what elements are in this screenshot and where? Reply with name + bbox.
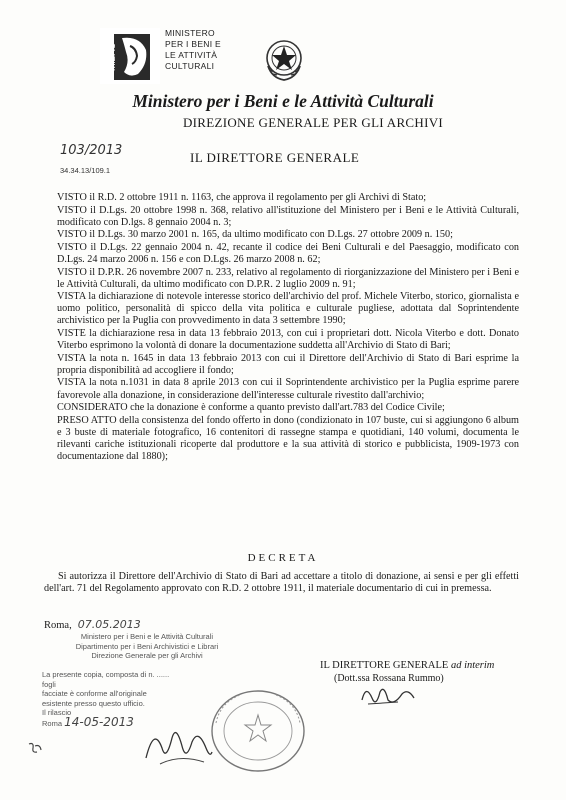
recital [57, 415, 519, 463]
copy-line: esistente presso questo ufficio. [42, 698, 145, 708]
official-seal-icon [200, 683, 312, 775]
recital-text: il D.Lgs. 22 gennaio 2004 n. 42, recante il codice dei Beni Culturali e del Paesaggio, modificato con D.Lgs. 24 marzo 2006 n. 156 e con D.Lgs. 26 marzo 2008 n. 62; [57, 241, 520, 265]
copy-signature-icon [140, 718, 215, 770]
recital-lead: VISTO [57, 204, 87, 216]
signer-title [320, 660, 494, 671]
recital [57, 402, 519, 414]
place: Roma, [44, 620, 72, 631]
logo-badge-text: MiBAC [107, 42, 117, 71]
recital-lead: VISTO [57, 192, 87, 203]
recital-lead: VISTA [57, 377, 86, 389]
stamp-line: Dipartimento per i Beni Archivistici e Librari [75, 641, 219, 651]
recital [57, 229, 519, 241]
logo-line: CULTURALI [165, 61, 215, 71]
recital-text: il D.Lgs. 20 ottobre 1998 n. 368, relativo all'istituzione del Ministero per i Beni e le Attività Culturali, modificato con D.lgs. 8 gennaio 2004 n. 3; [57, 204, 520, 228]
recital-text: il R.D. 2 ottobre 1911 n. 1163, che approva il regolamento per gli Archivi di Stato; [89, 192, 427, 203]
copy-date-handwritten: 14-05-2013 [64, 714, 134, 729]
logo-line: PER I BENI E [165, 39, 222, 49]
recital [57, 328, 519, 352]
file-reference: 34.34.13/109.1 [60, 166, 111, 175]
recital-text: la dichiarazione resa in data 13 febbraio 2013, con cui i proprietari dott. Nicola Viterbo e dott. Donato Viterbo esprimono la volontà di donare la documentazione suddetta all'Archivio di Stato di Bari; [57, 328, 520, 352]
date-handwritten: 07.05.2013 [77, 618, 141, 631]
recital-lead: VISTE [57, 328, 86, 340]
director-title: IL DIRETTORE GENERALE [190, 150, 360, 165]
republic-emblem-icon [262, 36, 306, 84]
recital [57, 242, 519, 266]
signer-interim: ad interim [450, 660, 495, 671]
recital [57, 192, 519, 204]
handwritten-mark-icon [26, 740, 44, 756]
recital [57, 377, 519, 401]
copy-line: La presente copia, composta di n. ...... fogli [42, 670, 170, 689]
recital-lead: VISTO [57, 266, 87, 278]
recital-text: il D.P.R. 26 novembre 2007 n. 233, relativo al regolamento di riorganizzazione del Ministero per i Beni e le Attività Culturali, da ultimo modificato con D.P.R. 2 luglio 2009 n. 91; [57, 266, 520, 290]
recital-text: della consistenza del fondo offerto in dono (condizionato in 107 buste, cui si aggiungono 6 album e 3 buste di materiale fotografico, 16 contenitori di rassegne stampa e quotidiani, 140 volumi, documenta le rilevanti cariche istituzionali ricoperte dal produttore e la sua attività di storico e pubblicista, 1909-1973 con documentazione dal 1880); [57, 414, 519, 462]
signer-title-text: IL DIRETTORE GENERALE [320, 660, 449, 671]
logo-wordmark [165, 28, 245, 72]
recital-text: la dichiarazione di notevole interesse storico dell'archivio del prof. Michele Viterbo, storico, giornalista e uomo politico, personalità di spicco della vita politica e culturale pugliese, adottata dal Soprintendente archivistico per la Puglia con provvedimento in data 3 settembre 1990; [57, 291, 519, 327]
recital [57, 291, 519, 327]
logo-line: LE ATTIVITÀ [165, 50, 218, 60]
recital-lead: VISTO [57, 241, 87, 253]
recital-lead: VISTA [57, 352, 86, 364]
office-stamp [52, 632, 242, 661]
mibac-logo-icon [100, 28, 160, 84]
copy-place: Roma [42, 718, 63, 728]
recital [57, 205, 519, 229]
ministry-heading: Ministero per i Beni e le Attività Culturali [132, 91, 434, 111]
place-date [44, 618, 141, 631]
recital-lead: PRESO ATTO [57, 414, 117, 426]
director-signature-icon [358, 680, 418, 710]
signer-name: (Dott.ssa Rossana Rummo) [334, 673, 444, 684]
directorate-heading: DIREZIONE GENERALE PER GLI ARCHIVI [182, 115, 444, 130]
recital-text: la nota n.1031 in data 8 aprile 2013 con cui il Soprintendente archivistico per la Puglia esprime parere favorevole alla donazione, in considerazione dell'interesse culturale rivestito dall'archivio; [57, 377, 519, 401]
copy-line: facciate è conforme all'originale [42, 689, 147, 698]
logo-line: MINISTERO [165, 28, 215, 38]
decree-heading: DECRETA [247, 552, 319, 564]
decree-text: Si autorizza il Direttore dell'Archivio di Stato di Bari ad accettare a titolo di donazione, ai sensi e per gli effetti dell'art. 71 del Regolamento approvato con R.D. 2 ottobre 1911, il materiale documentario di cui in premessa. [44, 571, 519, 595]
stamp-line: Direzione Generale per gli Archivi [91, 651, 203, 660]
recital-lead: CONSIDERATO [57, 402, 128, 414]
recital [57, 353, 519, 377]
recitals [57, 192, 519, 464]
recital-lead: VISTA [57, 291, 86, 303]
copy-line: Il rilascio [42, 708, 72, 717]
recital-lead: VISTO [57, 229, 87, 241]
recital [57, 267, 519, 291]
protocol-number-handwritten: 103/2013 [60, 143, 123, 158]
recital-text: che la donazione è conforme a quanto previsto dall'art.783 del Codice Civile; [130, 402, 445, 414]
recital-text: la nota n. 1645 in data 13 febbraio 2013 con cui il Direttore dell'Archivio di Stato di Bari esprime la propria disponibilità ad accogliere il fondo; [57, 352, 519, 376]
stamp-line: Ministero per i Beni e le Attività Culturali [80, 632, 214, 641]
recital-text: il D.Lgs. 30 marzo 2001 n. 165, da ultimo modificato con D.Lgs. 27 ottobre 2009 n. 150; [89, 229, 453, 241]
